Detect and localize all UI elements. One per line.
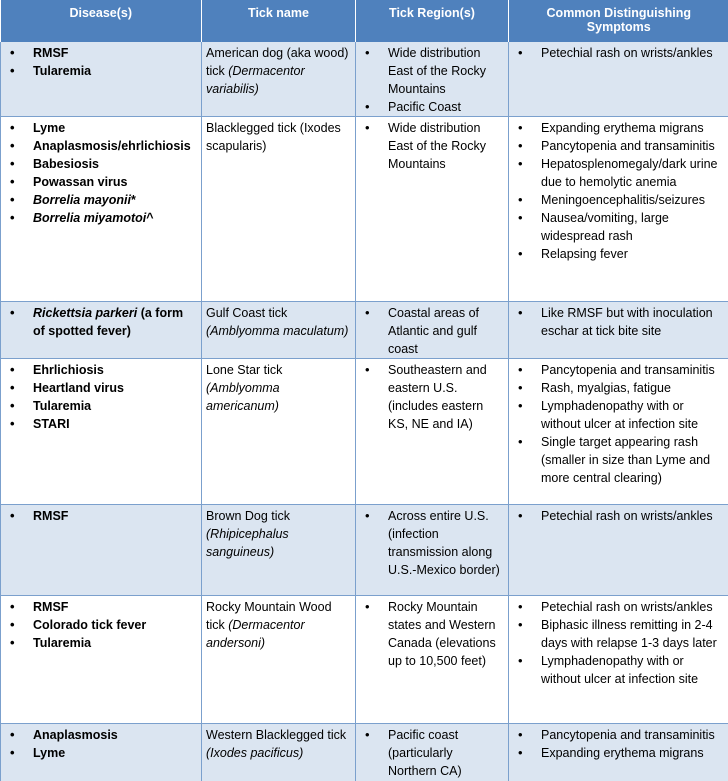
table-row	[1, 42, 728, 117]
symptoms-cell	[509, 117, 728, 302]
region-item: • Wide distribution East of the Rocky Mountains	[360, 119, 504, 173]
tick-name-cell	[202, 596, 356, 724]
disease-item: • Tularemia	[5, 634, 197, 652]
region-item: • Pacific coast (particularly Northern CA)	[360, 726, 504, 780]
symptoms-cell	[509, 359, 728, 505]
table-row	[1, 302, 728, 359]
symptom-item: • Petechial rash on wrists/ankles	[513, 598, 724, 616]
tick-common-name: Western Blacklegged tick	[206, 728, 347, 742]
symptom-item: • Expanding erythema migrans	[513, 744, 724, 762]
tick-scientific-name: (Dermacentor variabilis)	[206, 64, 305, 96]
header-tick-region: Tick Region(s)	[356, 0, 509, 42]
symptom-item: • Nausea/vomiting, large widespread rash	[513, 209, 724, 245]
region-item: • Across entire U.S. (infection transmission along U.S.-Mexico border)	[360, 507, 504, 579]
disease-item: • Colorado tick fever	[5, 616, 197, 634]
tick-name-cell	[202, 42, 356, 117]
tick-name-cell	[202, 724, 356, 781]
symptoms-cell	[509, 42, 728, 117]
tick-region-cell	[356, 42, 509, 117]
tick-region-cell	[356, 724, 509, 781]
disease-cell	[1, 596, 202, 724]
tick-name-cell	[202, 302, 356, 359]
symptom-item: • Lymphadenopathy with or without ulcer at infection site	[513, 652, 724, 688]
symptom-item: • Like RMSF but with inoculation eschar at tick bite site	[513, 304, 724, 340]
disease-item: • RMSF	[5, 44, 197, 62]
disease-item: • Babesiosis	[5, 155, 197, 173]
header-disease: Disease(s)	[1, 0, 202, 42]
disease-cell	[1, 359, 202, 505]
tick-scientific-name: (Amblyomma maculatum)	[206, 324, 349, 338]
tick-name-cell	[202, 359, 356, 505]
region-item: • Southeastern and eastern U.S. (includes eastern KS, NE and IA)	[360, 361, 504, 433]
disease-cell	[1, 302, 202, 359]
tick-common-name: Brown Dog tick	[206, 509, 291, 523]
header-row	[1, 0, 728, 42]
table-row	[1, 117, 728, 302]
disease-item: • Lyme	[5, 744, 197, 762]
disease-item: • Lyme	[5, 119, 197, 137]
tick-common-name: Rocky Mountain Wood tick	[206, 600, 332, 632]
disease-item: • Rickettsia parkeri (a form of spotted fever)	[5, 304, 197, 340]
tick-region-cell	[356, 302, 509, 359]
tick-scientific-name: (Rhipicephalus sanguineus)	[206, 527, 289, 559]
header-symptoms: Common Distinguishing Symptoms	[509, 0, 728, 42]
symptom-item: • Petechial rash on wrists/ankles	[513, 507, 724, 525]
disease-item: • Anaplasmosis	[5, 726, 197, 744]
symptom-item: • Lymphadenopathy with or without ulcer at infection site	[513, 397, 724, 433]
tick-region-cell	[356, 596, 509, 724]
tick-region-cell	[356, 117, 509, 302]
tick-common-name: Lone Star tick	[206, 363, 283, 377]
tick-common-name: Blacklegged tick (Ixodes scapularis)	[206, 121, 341, 153]
table-row	[1, 596, 728, 724]
symptom-item: • Pancytopenia and transaminitis	[513, 137, 724, 155]
tick-scientific-name: (Ixodes pacificus)	[206, 746, 304, 760]
disease-item: • Tularemia	[5, 62, 197, 80]
tick-region-cell	[356, 359, 509, 505]
symptom-item: • Single target appearing rash (smaller in size than Lyme and more central clearing)	[513, 433, 724, 487]
symptoms-cell	[509, 505, 728, 596]
tick-name-cell	[202, 117, 356, 302]
symptoms-cell	[509, 302, 728, 359]
symptoms-cell	[509, 596, 728, 724]
region-item: • Wide distribution East of the Rocky Mountains	[360, 44, 504, 98]
region-item: • Rocky Mountain states and Western Canada (elevations up to 10,500 feet)	[360, 598, 504, 670]
tick-scientific-name: (Amblyomma americanum)	[206, 381, 280, 413]
symptom-item: • Relapsing fever	[513, 245, 724, 263]
symptom-item: • Expanding erythema migrans	[513, 119, 724, 137]
region-item: • Coastal areas of Atlantic and gulf coast	[360, 304, 504, 358]
table-row	[1, 359, 728, 505]
symptoms-cell	[509, 724, 728, 781]
tick-common-name: Gulf Coast tick	[206, 306, 288, 320]
disease-item: • Anaplasmosis/ehrlichiosis	[5, 137, 197, 155]
disease-item: • STARI	[5, 415, 197, 433]
symptom-item: • Meningoencephalitis/seizures	[513, 191, 724, 209]
symptom-item: • Pancytopenia and transaminitis	[513, 361, 724, 379]
symptom-item: • Hepatosplenomegaly/dark urine due to hemolytic anemia	[513, 155, 724, 191]
header-tick-name: Tick name	[202, 0, 356, 42]
disease-cell	[1, 724, 202, 781]
disease-item: • RMSF	[5, 598, 197, 616]
symptom-item: • Petechial rash on wrists/ankles	[513, 44, 724, 62]
tick-region-cell	[356, 505, 509, 596]
tick-common-name: American dog (aka wood) tick	[206, 46, 349, 78]
tick-name-cell	[202, 505, 356, 596]
disease-item: • Tularemia	[5, 397, 197, 415]
table-row	[1, 505, 728, 596]
disease-item: • Heartland virus	[5, 379, 197, 397]
disease-item: • Borrelia mayonii*	[5, 191, 197, 209]
symptom-item: • Rash, myalgias, fatigue	[513, 379, 724, 397]
tick-scientific-name: (Dermacentor andersoni)	[206, 618, 305, 650]
symptom-item: • Pancytopenia and transaminitis	[513, 726, 724, 744]
disease-item: • RMSF	[5, 507, 197, 525]
disease-item: • Powassan virus	[5, 173, 197, 191]
symptom-item: • Biphasic illness remitting in 2-4 days with relapse 1-3 days later	[513, 616, 724, 652]
disease-cell	[1, 117, 202, 302]
disease-cell	[1, 505, 202, 596]
disease-item: • Ehrlichiosis	[5, 361, 197, 379]
region-item: • Pacific Coast	[360, 98, 504, 116]
disease-cell	[1, 42, 202, 117]
table-row	[1, 724, 728, 781]
disease-item: • Borrelia miyamotoi^	[5, 209, 197, 227]
